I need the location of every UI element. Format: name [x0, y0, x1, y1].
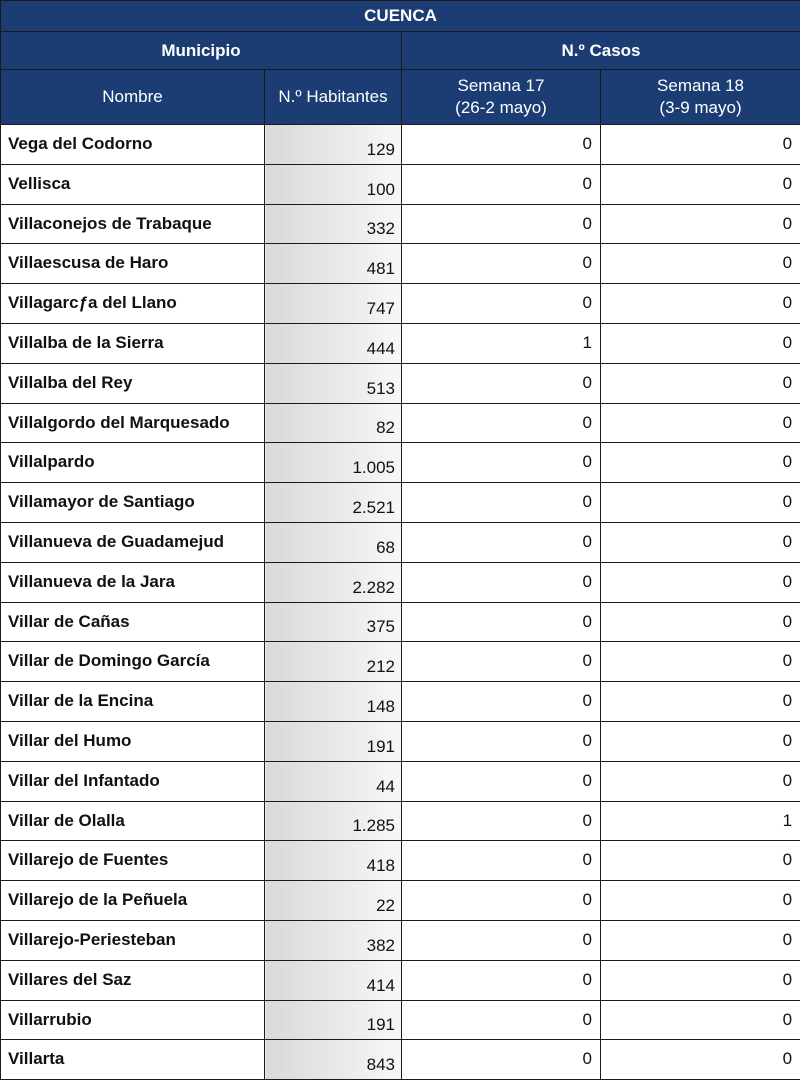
table-row — [1, 204, 800, 244]
table-row — [1, 562, 800, 602]
cell-nombre: Vega del Codorno — [1, 125, 265, 165]
cell-nombre: Villarejo-Periesteban — [1, 920, 265, 960]
cell-nombre: Villarta — [1, 1040, 265, 1080]
semana-18-title: Semana 18 — [601, 75, 800, 97]
cell-habitantes: 44 — [265, 761, 402, 801]
cell-nombre: Villar de Domingo García — [1, 642, 265, 682]
table-row — [1, 403, 800, 443]
table-row — [1, 323, 800, 363]
cell-nombre: Villar de Cañas — [1, 602, 265, 642]
cell-habitantes: 2.282 — [265, 562, 402, 602]
cell-semana-17: 0 — [402, 642, 601, 682]
cell-semana-17: 0 — [402, 841, 601, 881]
cell-semana-17: 0 — [402, 761, 601, 801]
cell-nombre: Vellisca — [1, 164, 265, 204]
cell-habitantes: 747 — [265, 284, 402, 324]
cell-semana-17: 0 — [402, 801, 601, 841]
cell-nombre: Villanueva de Guadamejud — [1, 522, 265, 562]
cell-semana-18: 0 — [601, 841, 800, 881]
cell-semana-18: 0 — [601, 761, 800, 801]
table-row — [1, 164, 800, 204]
cell-nombre: Villaconejos de Trabaque — [1, 204, 265, 244]
table-row — [1, 881, 800, 921]
cell-nombre: Villaescusa de Haro — [1, 244, 265, 284]
cell-semana-17: 0 — [402, 164, 601, 204]
table-row — [1, 642, 800, 682]
column-header-semana-17 — [402, 70, 601, 125]
cell-habitantes: 414 — [265, 960, 402, 1000]
table-body — [1, 125, 800, 1080]
cell-semana-18: 0 — [601, 164, 800, 204]
cell-semana-17: 0 — [402, 363, 601, 403]
cell-nombre: Villarrubio — [1, 1000, 265, 1040]
cell-semana-18: 0 — [601, 323, 800, 363]
cell-semana-17: 0 — [402, 920, 601, 960]
cell-semana-18: 0 — [601, 403, 800, 443]
table-row — [1, 363, 800, 403]
province-title: CUENCA — [1, 1, 800, 32]
cell-nombre: Villar del Infantado — [1, 761, 265, 801]
table-header — [1, 1, 800, 125]
cell-nombre: Villalba de la Sierra — [1, 323, 265, 363]
cell-nombre: Villar de la Encina — [1, 682, 265, 722]
table-row — [1, 602, 800, 642]
cell-semana-17: 1 — [402, 323, 601, 363]
semana-17-range: (26-2 mayo) — [402, 97, 600, 119]
cell-semana-17: 0 — [402, 881, 601, 921]
cell-habitantes: 418 — [265, 841, 402, 881]
cell-semana-18: 0 — [601, 244, 800, 284]
table-row — [1, 682, 800, 722]
column-header-habitantes: N.º Habitantes — [265, 70, 402, 125]
table-row — [1, 1000, 800, 1040]
table-row — [1, 761, 800, 801]
cell-semana-18: 0 — [601, 562, 800, 602]
cell-nombre: Villar de Olalla — [1, 801, 265, 841]
table-row — [1, 841, 800, 881]
cell-semana-17: 0 — [402, 284, 601, 324]
table-row — [1, 920, 800, 960]
cell-semana-18: 0 — [601, 284, 800, 324]
cell-nombre: Villamayor de Santiago — [1, 483, 265, 523]
table-row — [1, 1040, 800, 1080]
cell-habitantes: 332 — [265, 204, 402, 244]
cell-semana-17: 0 — [402, 960, 601, 1000]
cell-habitantes: 843 — [265, 1040, 402, 1080]
cell-habitantes: 212 — [265, 642, 402, 682]
cell-nombre: Villalba del Rey — [1, 363, 265, 403]
column-header-semana-18 — [601, 70, 800, 125]
cell-nombre: Villar del Humo — [1, 721, 265, 761]
province-header-row — [1, 1, 800, 32]
cell-habitantes: 148 — [265, 682, 402, 722]
cell-nombre: Villares del Saz — [1, 960, 265, 1000]
cell-habitantes: 444 — [265, 323, 402, 363]
cell-semana-17: 0 — [402, 204, 601, 244]
semana-18-range: (3-9 mayo) — [601, 97, 800, 119]
cell-semana-18: 0 — [601, 1040, 800, 1080]
cell-semana-17: 0 — [402, 125, 601, 165]
cell-semana-17: 0 — [402, 602, 601, 642]
cell-semana-18: 0 — [601, 125, 800, 165]
cell-nombre: Villarejo de la Peñuela — [1, 881, 265, 921]
group-header-row — [1, 32, 800, 70]
cell-habitantes: 513 — [265, 363, 402, 403]
group-municipio: Municipio — [1, 32, 402, 70]
cell-semana-18: 0 — [601, 960, 800, 1000]
cell-habitantes: 100 — [265, 164, 402, 204]
cell-semana-18: 0 — [601, 1000, 800, 1040]
table-row — [1, 960, 800, 1000]
cell-nombre: Villalgordo del Marquesado — [1, 403, 265, 443]
cell-habitantes: 129 — [265, 125, 402, 165]
cell-semana-18: 0 — [601, 721, 800, 761]
cell-semana-17: 0 — [402, 483, 601, 523]
cell-nombre: Villagarcƒa del Llano — [1, 284, 265, 324]
semana-17-title: Semana 17 — [402, 75, 600, 97]
cell-semana-17: 0 — [402, 403, 601, 443]
cell-habitantes: 1.285 — [265, 801, 402, 841]
cell-semana-17: 0 — [402, 244, 601, 284]
cell-habitantes: 22 — [265, 881, 402, 921]
cell-semana-18: 1 — [601, 801, 800, 841]
cell-habitantes: 382 — [265, 920, 402, 960]
cell-semana-18: 0 — [601, 642, 800, 682]
cell-semana-17: 0 — [402, 522, 601, 562]
cell-nombre: Villanueva de la Jara — [1, 562, 265, 602]
column-header-row — [1, 70, 800, 125]
cell-semana-18: 0 — [601, 443, 800, 483]
cell-habitantes: 82 — [265, 403, 402, 443]
cell-semana-18: 0 — [601, 602, 800, 642]
cell-semana-18: 0 — [601, 363, 800, 403]
cell-habitantes: 191 — [265, 721, 402, 761]
group-casos: N.º Casos — [402, 32, 800, 70]
cell-semana-18: 0 — [601, 682, 800, 722]
cell-semana-18: 0 — [601, 881, 800, 921]
cell-semana-17: 0 — [402, 1000, 601, 1040]
cell-nombre: Villarejo de Fuentes — [1, 841, 265, 881]
cell-habitantes: 481 — [265, 244, 402, 284]
cell-semana-18: 0 — [601, 483, 800, 523]
table-row — [1, 443, 800, 483]
cell-habitantes: 68 — [265, 522, 402, 562]
table-row — [1, 801, 800, 841]
cell-habitantes: 1.005 — [265, 443, 402, 483]
cell-semana-18: 0 — [601, 204, 800, 244]
cell-habitantes: 2.521 — [265, 483, 402, 523]
table-row — [1, 284, 800, 324]
cell-nombre: Villalpardo — [1, 443, 265, 483]
cell-semana-18: 0 — [601, 920, 800, 960]
cell-semana-17: 0 — [402, 1040, 601, 1080]
table-row — [1, 125, 800, 165]
cell-semana-17: 0 — [402, 443, 601, 483]
column-header-nombre: Nombre — [1, 70, 265, 125]
table-row — [1, 721, 800, 761]
table-row — [1, 244, 800, 284]
cell-semana-18: 0 — [601, 522, 800, 562]
table-row — [1, 522, 800, 562]
cell-habitantes: 375 — [265, 602, 402, 642]
cell-semana-17: 0 — [402, 721, 601, 761]
cell-semana-17: 0 — [402, 682, 601, 722]
cell-semana-17: 0 — [402, 562, 601, 602]
table-row — [1, 483, 800, 523]
cell-habitantes: 191 — [265, 1000, 402, 1040]
